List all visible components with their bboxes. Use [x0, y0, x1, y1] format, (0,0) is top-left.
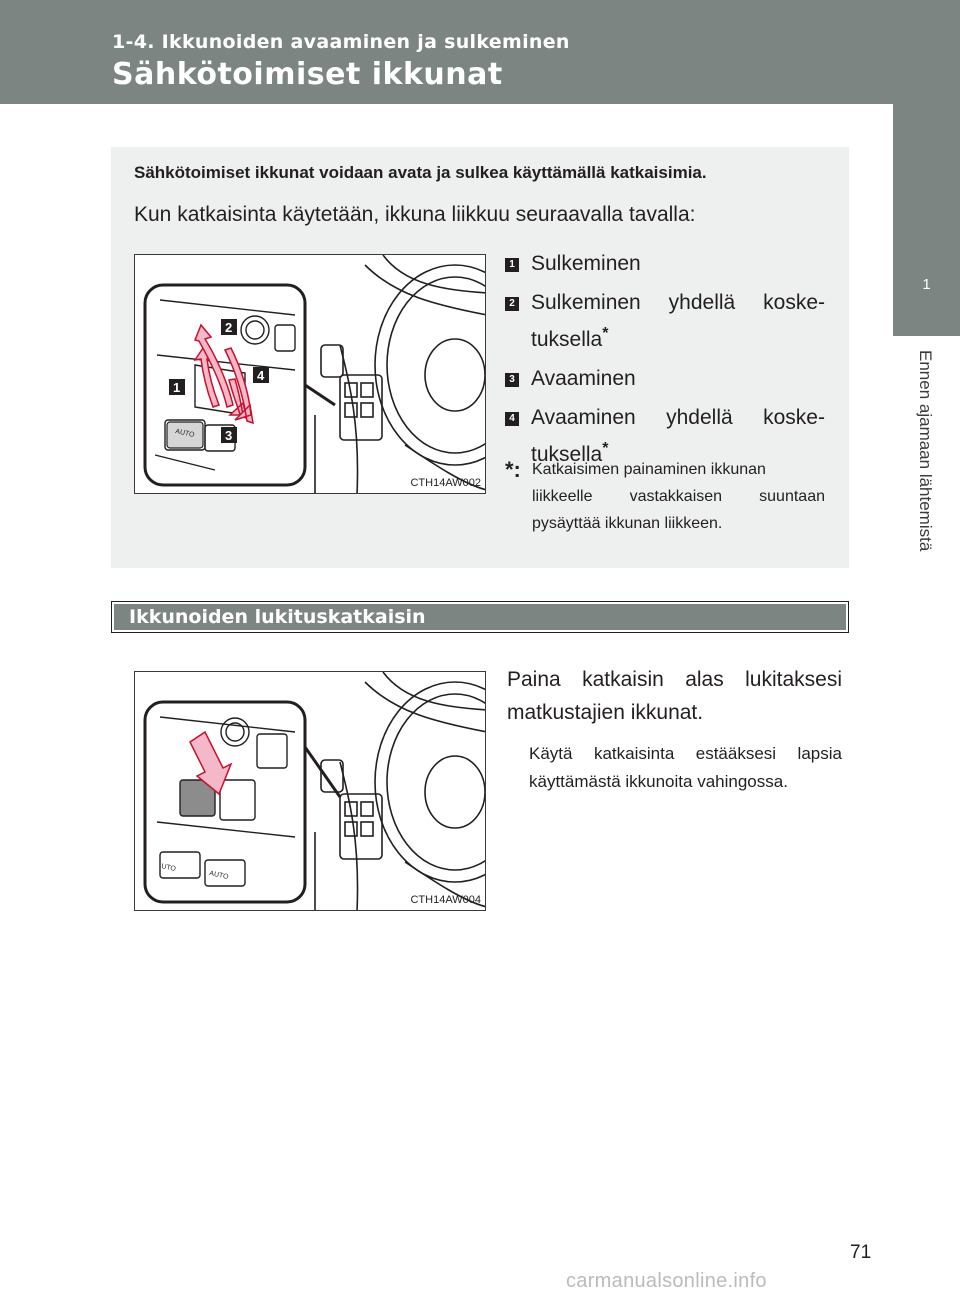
step-word: Avaaminen [531, 406, 636, 429]
step-word: yhdellä [666, 406, 733, 429]
step-item [505, 363, 825, 394]
page-title: Sähkötoimiset ikkunat [112, 57, 503, 92]
asterisk-mark: * [602, 440, 609, 457]
lock-instruction-line [507, 663, 842, 696]
step-badge: 2 [505, 297, 519, 311]
window-switch-figure [134, 254, 486, 494]
footnote-word: vastakkaisen [629, 488, 723, 505]
lock-switch-illustration [135, 672, 486, 911]
chapter-subtitle: 1-4. Ikkunoiden avaaminen ja sulkeminen [112, 31, 570, 53]
lock-word: katkaisin [582, 668, 664, 691]
chapter-number: 1 [922, 276, 931, 293]
step-text-line [531, 318, 825, 355]
auto-label: AUTO [208, 870, 229, 881]
step-word: koske- [763, 291, 825, 314]
lock-word: alas [685, 668, 724, 691]
footnote-marker: *: [505, 457, 521, 482]
footnote-line: pysäyttää ikkunan liikkeen. [532, 515, 723, 532]
step-text-line [531, 402, 825, 433]
step-text: Sulkeminen [531, 252, 641, 275]
step-text: Avaaminen [531, 367, 636, 390]
step-text-line [531, 287, 825, 318]
auto-label: AUTO [174, 428, 195, 439]
lock-note-line: käyttämästä ikkunoita vahingossa. [529, 772, 788, 791]
chapter-tab[interactable] [893, 104, 960, 336]
watermark: carmanualsonline.info [566, 1270, 767, 1292]
step-item [505, 287, 825, 355]
lock-note-word: lapsia [797, 744, 842, 763]
callout-2: 2 [225, 320, 233, 335]
lock-note-word: estääksesi [695, 744, 777, 763]
step-badge: 4 [505, 412, 519, 426]
lock-note-line [529, 740, 842, 768]
footnote-line: Katkaisimen painaminen ikkunan [532, 461, 766, 478]
chapter-tab-label-area [893, 338, 960, 600]
step-word: yhdellä [668, 291, 736, 314]
lock-switch-figure [134, 671, 486, 911]
lock-word: lukitaksesi [745, 668, 842, 691]
page-number: 71 [850, 1242, 872, 1263]
footnote [505, 456, 825, 537]
callout-3: 3 [225, 428, 233, 443]
step-word: tuksella [531, 328, 603, 351]
intro-text: Kun katkaisinta käytetään, ikkuna liikkuu seuraavalla tavalla: [134, 203, 696, 226]
lock-word: Paina [507, 668, 561, 691]
intro-bold-text: Sähkötoimiset ikkunat voidaan avata ja sulkea käyttämällä katkaisimia. [134, 163, 707, 182]
footnote-line [532, 483, 825, 510]
step-word: Sulkeminen [531, 291, 641, 314]
step-word: tuksella [531, 443, 603, 466]
asterisk-mark: * [602, 325, 609, 342]
step-item [505, 248, 825, 279]
page-header [0, 0, 960, 104]
lock-note [529, 740, 842, 796]
steps-list [505, 248, 825, 478]
section-header [111, 601, 849, 633]
lock-instruction [507, 663, 842, 729]
callout-1: 1 [173, 380, 181, 395]
footnote-word: suuntaan [759, 488, 825, 505]
chapter-tab-label: Ennen ajamaan lähtemistä [916, 350, 935, 552]
step-word: koske- [763, 406, 825, 429]
lock-note-word: Käytä [529, 744, 573, 763]
figure-code: CTH14AW004 [410, 894, 481, 906]
callout-4: 4 [257, 368, 265, 383]
section-title: Ikkunoiden lukituskatkaisin [129, 606, 426, 628]
step-badge: 1 [505, 258, 519, 272]
figure-code: CTH14AW002 [410, 477, 481, 489]
step-badge: 3 [505, 373, 519, 387]
lock-note-word: katkaisinta [593, 744, 675, 763]
window-switch-illustration [135, 255, 486, 494]
footnote-word: liikkeelle [532, 488, 593, 505]
uto-label: UTO [160, 863, 177, 874]
lock-instruction-line: matkustajien ikkunat. [507, 701, 704, 724]
